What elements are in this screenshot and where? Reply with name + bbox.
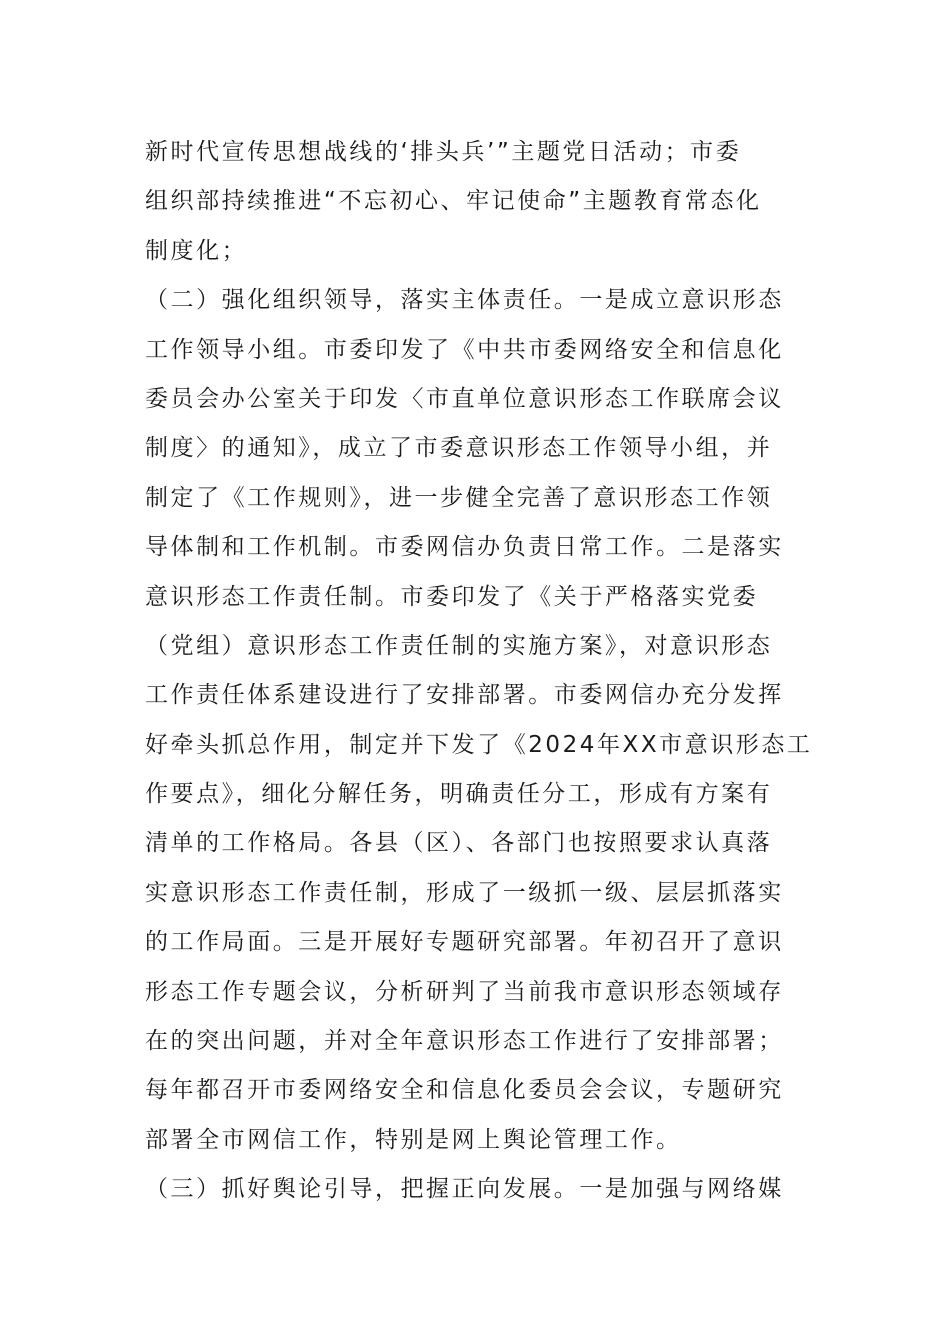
- text-line: 作要点》，细化分解任务，明确责任分工，形成有方案有: [145, 781, 773, 808]
- text-line: 导体制和工作机制。市委网信办负责日常工作。二是落实: [145, 534, 784, 561]
- text-line: 制定了《工作规则》，进一步健全完善了意识形态工作领: [145, 484, 773, 511]
- text-line: 工作领导小组。市委印发了《中共市委网络安全和信息化: [145, 336, 784, 363]
- text-line: 意识形态工作责任制。市委印发了《关于严格落实党委: [145, 583, 759, 610]
- text-line: 委员会办公室关于印发〈市直单位意识形态工作联席会议: [145, 385, 784, 412]
- section-heading-line: （三）抓好舆论引导，把握正向发展。一是加强与网络媒: [145, 1176, 784, 1203]
- text-line: 工作责任体系建设进行了安排部署。市委网信办充分发挥: [145, 682, 784, 709]
- text-line: 形态工作专题会议，分析研判了当前我市意识形态领域存: [145, 978, 784, 1005]
- section-heading-line: （二）强化组织领导，落实主体责任。一是成立意识形态: [145, 287, 784, 314]
- document-body: [145, 128, 813, 1215]
- text-line: 的工作局面。三是开展好专题研究部署。年初召开了意识: [145, 929, 784, 956]
- text-line: 在的突出问题，并对全年意识形态工作进行了安排部署；: [145, 1028, 784, 1055]
- text-line: 好牵头抓总作用，制定并下发了《2024年XX市意识形态工: [145, 731, 813, 758]
- text-line: 实意识形态工作责任制，形成了一级抓一级、层层抓落实: [145, 879, 784, 906]
- text-line: 每年都召开市委网络安全和信息化委员会会议，专题研究: [145, 1077, 784, 1104]
- text-line: 清单的工作格局。各县（区）、各部门也按照要求认真落: [145, 830, 773, 857]
- text-line: 新时代宣传思想战线的‘排头兵’”主题党日活动；市委: [145, 139, 742, 165]
- text-line: （党组）意识形态工作责任制的实施方案》，对意识形态: [145, 632, 773, 659]
- text-line: 制度化；: [145, 237, 248, 264]
- text-line: 制度〉的通知》，成立了市委意识形态工作领导小组，并: [145, 435, 773, 462]
- text-line: 组织部持续推进“不忘初心、牢记使命”主题教育常态化: [145, 188, 762, 215]
- text-line: 部署全市网信工作，特别是网上舆论管理工作。: [145, 1126, 682, 1153]
